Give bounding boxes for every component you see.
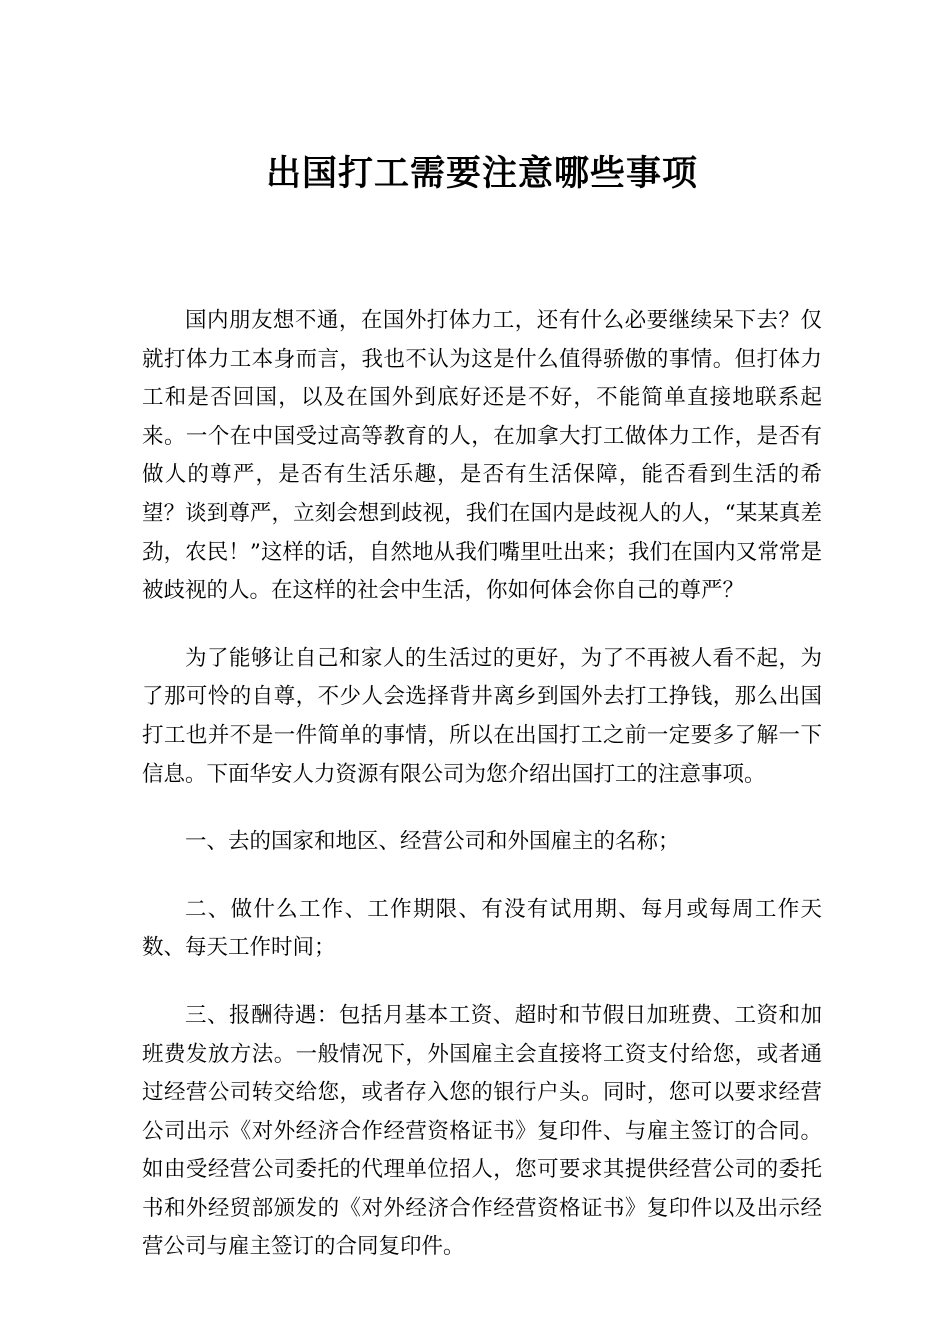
paragraph-intro-2: 为了能够让自己和家人的生活过的更好，为了不再被人看不起，为了那可怜的自尊，不少人会选择背井离乡到国外去打工挣钱，那么出国打工也并不是一件简单的事情，所以在出国打工之前一定要多了解一下信息。下面华安人力资源有限公司为您介绍出国打工的注意事项。 [142,645,822,787]
paragraph-item-1: 一、去的国家和地区、经营公司和外国雇主的名称； [185,829,680,855]
document-title: 出国打工需要注意哪些事项 [265,153,698,194]
document-body [142,302,822,1267]
paragraph-item-3: 三、报酬待遇：包括月基本工资、超时和节假日加班费、工资和加班费发放方法。一般情况下，外国雇主会直接将工资支付给您，或者通过经营公司转交给您，或者存入您的银行户头。同时，您可以要求经营公司出示《对外经济合作经营资格证书》复印件、与雇主签订的合同。如由受经营公司委托的代理单位招人，您可要求其提供经营公司的委托书和外经贸部颁发的《对外经济合作经营资格证书》复印件以及出示经营公司与雇主签订的合同复印件。 [142,1002,822,1260]
paragraph-item-2: 二、做什么工作、工作期限、有没有试用期、每月或每周工作天数、每天工作时间； [142,896,822,961]
paragraph-intro-1: 国内朋友想不通，在国外打体力工，还有什么必要继续呆下去？仅就打体力工本身而言，我也不认为这是什么值得骄傲的事情。但打体力工和是否回国，以及在国外到底好还是不好，不能简单直接地联系起来。一个在中国受过高等教育的人，在加拿大打工做体力工作，是否有做人的尊严，是否有生活乐趣，是否有生活保障，能否看到生活的希望？谈到尊严，立刻会想到歧视，我们在国内是歧视人的人，“某某真差劲，农民！”这样的话，自然地从我们嘴里吐出来；我们在国内又常常是被歧视的人。在这样的社会中生活，你如何体会你自己的尊严？ [142,308,822,604]
